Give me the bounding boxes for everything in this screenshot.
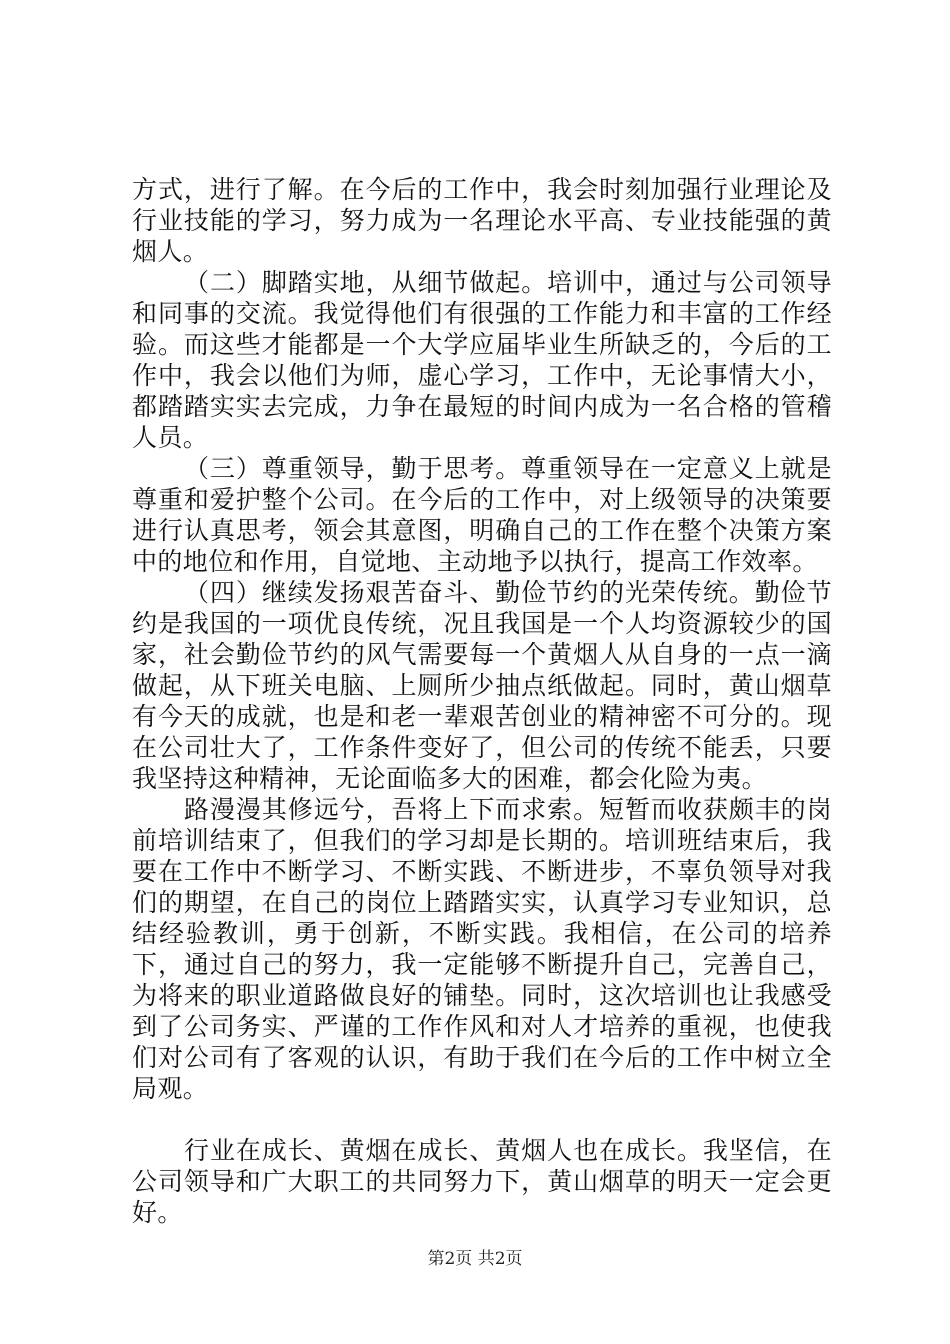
paragraph-section-4: （四）继续发扬艰苦奋斗、勤俭节约的光荣传统。勤俭节约是我国的一项优良传统，况且我国是一个人均资源较少的国家，社会勤俭节约的风气需要每一个黄烟人从自身的一点一滴做起，从下班关电脑、上厕所少抽点纸做起。同时，黄山烟草有今天的成就，也是和老一辈艰苦创业的精神密不可分的。现在公司壮大了，工作条件变好了，但公司的传统不能丢，只要我坚持这种精神，无论面临多大的困难，都会化险为夷。 bbox=[132, 578, 832, 793]
paragraph-continuation: 方式，进行了解。在今后的工作中，我会时刻加强行业理论及行业技能的学习，努力成为一名理论水平高、专业技能强的黄烟人。 bbox=[132, 175, 832, 266]
paragraph-summary: 路漫漫其修远兮，吾将上下而求索。短暂而收获颇丰的岗前培训结束了，但我们的学习却是长期的。培训班结束后，我要在工作中不断学习、不断实践、不断进步，不辜负领导对我们的期望，在自己的岗位上踏踏实实，认真学习专业知识，总结经验教训，勇于创新，不断实践。我相信，在公司的培养下，通过自己的努力，我一定能够不断提升自己，完善自己，为将来的职业道路做良好的铺垫。同时，这次培训也让我感受到了公司务实、严谨的工作作风和对人才培养的重视，也使我们对公司有了客观的认识，有助于我们在今后的工作中树立全局观。 bbox=[132, 795, 832, 1103]
document-body bbox=[132, 174, 832, 1228]
paragraph-section-3: （三）尊重领导，勤于思考。尊重领导在一定意义上就是尊重和爱护整个公司。在今后的工作中，对上级领导的决策要进行认真思考，领会其意图，明确自己的工作在整个决策方案中的地位和作用，自觉地、主动地予以执行，提高工作效率。 bbox=[132, 454, 832, 576]
page-footer: 第2页 共2页 bbox=[427, 1249, 523, 1269]
paragraph-section-2: （二）脚踏实地，从细节做起。培训中，通过与公司领导和同事的交流。我觉得他们有很强的工作能力和丰富的工作经验。而这些才能都是一个大学应届毕业生所缺乏的，今后的工作中，我会以他们为师，虚心学习，工作中，无论事情大小，都踏踏实实去完成，力争在最短的时间内成为一名合格的管稽人员。 bbox=[132, 268, 832, 452]
paragraph-closing: 行业在成长、黄烟在成长、黄烟人也在成长。我坚信，在公司领导和广大职工的共同努力下，黄山烟草的明天一定会更好。 bbox=[132, 1136, 832, 1227]
